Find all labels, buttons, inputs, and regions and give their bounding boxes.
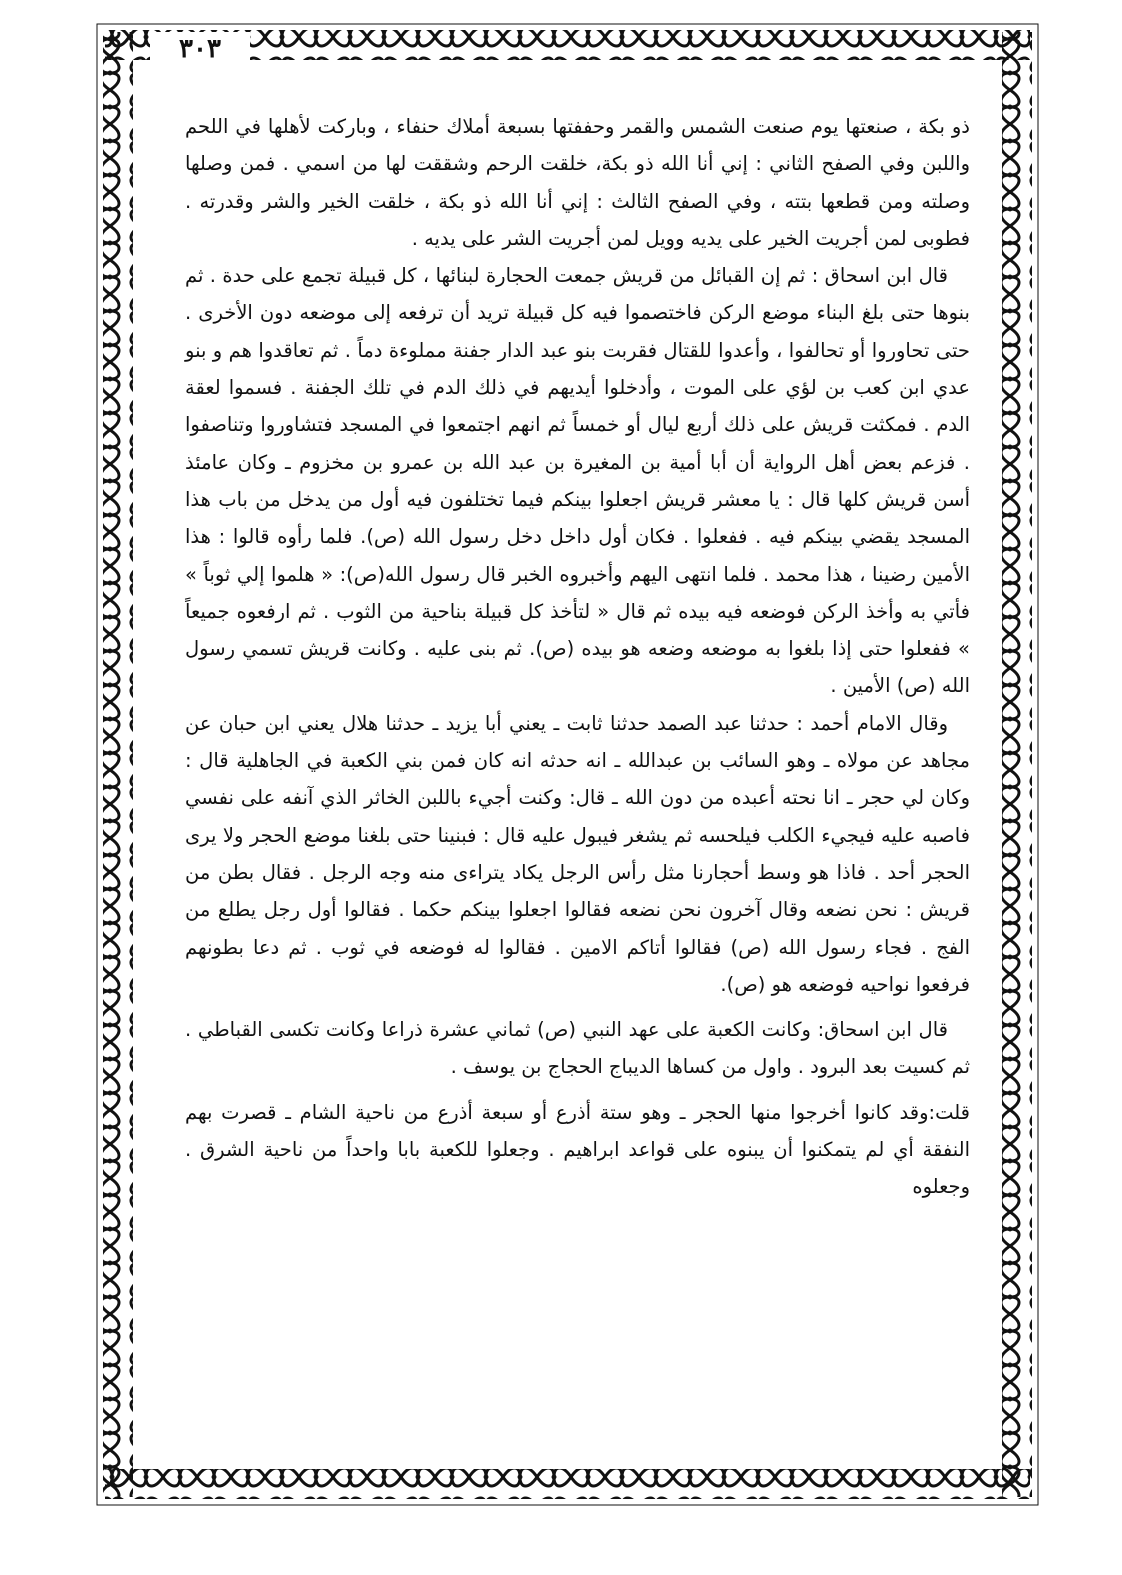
paragraph: وقال الامام أحمد : حدثنا عبد الصمد حدثنا ثابت ـ يعني أبا يزيد ـ حدثنا هلال يعني ابن حبان عن مجاهد عن مولاه ـ وهو السائب بن عبدالله ـ انه حدثه انه كان فمن بني الكعبة في الجاهلية قال : وكان لي حجر ـ انا نحته أعبده من دون الله ـ قال: وكنت أجيء باللبن الخاثر الذي آنفه على نفسي فاصبه عليه فيجيء الكلب فيلحسه ثم يشغر فيبول عليه قال : فبنينا حتى بلغنا موضع الحجر ولا يرى الحجر أحد . فاذا هو وسط أحجارنا مثل رأس الرجل يكاد يتراءى منه وجه الرجل . فقال بطن من قريش : نحن نضعه وقال آخرون نحن نضعه فقالوا اجعلوا بينكم حكما . فقالوا أول رجل يطلع من الفج . فجاء رسول الله (ص) فقالوا أتاكم الامين . فقالوا له فوضعه في ثوب . ثم دعا بطونهم فرفعوا نواحيه فوضعه هو (ص). (185, 711, 970, 996)
paragraph: ذو بكة ، صنعتها يوم صنعت الشمس والقمر وحففتها بسبعة أملاك حنفاء ، وباركت لأهلها في اللحم واللبن وفي الصفح الثاني : إني أنا الله ذو بكة، خلقت الرحم وشققت لها من اسمي . فمن وصلها وصلته ومن قطعها بتته ، وفي الصفح الثالث : إني أنا الله ذو بكة ، خلقت الخير والشر وقدرته . فطوبى لمن أجريت الخير على يديه وويل لمن أجريت الشر على يديه . (185, 115, 970, 250)
paragraph: قال ابن اسحاق: وكانت الكعبة على عهد النبي (ص) ثماني عشرة ذراعا وكانت تكسى القباطي . ثم كسيت بعد البرود . واول من كساها الديباج الحجاج بن يوسف . (185, 1018, 970, 1079)
page-number: ٣٠٣ (150, 32, 250, 66)
paragraph: قلت:وقد كانوا أخرجوا منها الحجر ـ وهو ستة أذرع أو سبعة أذرع من ناحية الشام ـ قصرت بهم النفقة أي لم يتمكنوا أن يبنوه على قواعد ابراهيم . وجعلوا للكعبة بابا واحداً من ناحية الشرق . وجعلوه (185, 1100, 970, 1199)
paragraph: قال ابن اسحاق : ثم إن القبائل من قريش جمعت الحجارة لبنائها ، كل قبيلة تجمع على حدة . ثم بنوها حتى بلغ البناء موضع الركن فاختصموا فيه كل قبيلة تريد أن ترفعه إلى موضعه دون الأخرى . حتى تحاوروا أو تحالفوا ، وأعدوا للقتال فقربت بنو عبد الدار جفنة مملوءة دماً . ثم تعاقدوا هم و بنو عدي ابن كعب بن لؤي على الموت ، وأدخلوا أيديهم في ذلك الدم في تلك الجفنة . فسموا لعقة الدم . فمكثت قريش على ذلك أربع ليال أو خمساً ثم انهم اجتمعوا في المسجد فتشاوروا وتناصفوا . فزعم بعض أهل الرواية أن أبا أمية بن المغيرة بن عبد الله بن عمرو بن مخزوم ـ وكان عامئذ أسن قريش كلها قال : يا معشر قريش اجعلوا بينكم فيما تختلفون فيه أول من يدخل من باب هذا المسجد يقضي بينكم فيه . ففعلوا . فكان أول داخل دخل رسول الله (ص). فلما رأوه قالوا : هذا الأمين رضينا ، هذا محمد . فلما انتهى اليهم وأخبروه الخبر قال رسول الله(ص): « هلموا إلي ثوباً » فأتي به وأخذ الركن فوضعه فيه بيده ثم قال « لتأخذ كل قبيلة بناحية من الثوب . ثم ارفعوه جميعاً » ففعلوا حتى إذا بلغوا به موضعه وضعه هو بيده (ص). ثم بنى عليه . وكانت قريش تسمي رسول الله (ص) الأمين . (185, 264, 970, 698)
body-text (185, 108, 970, 1206)
